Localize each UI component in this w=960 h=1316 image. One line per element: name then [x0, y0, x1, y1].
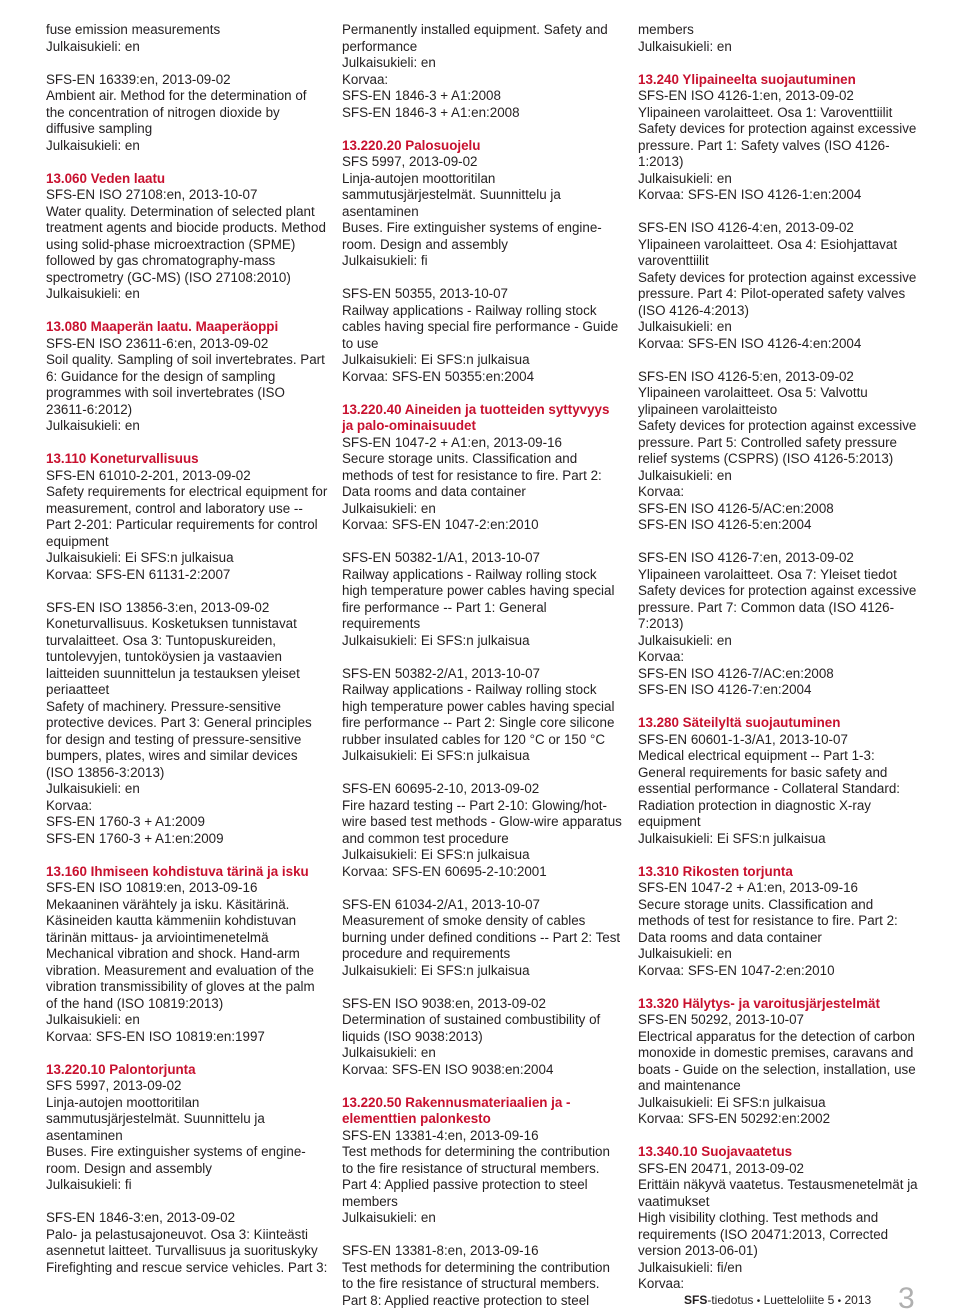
entry-line: Korvaa: SFS-EN 1047-2:en:2010	[638, 962, 835, 978]
entry-line: Mechanical vibration and shock. Hand-arm vibration. Measurement and evaluation of the vibration transmissibility of gloves at the palm of the hand (ISO 10819:2013)	[46, 946, 315, 1011]
entry-line: Julkaisukieli: Ei SFS:n julkaisua	[638, 830, 826, 846]
entry-line: SFS-EN ISO 23611-6:en, 2013-09-02	[46, 335, 269, 351]
entry-line: SFS-EN 20471, 2013-09-02	[638, 1160, 804, 1176]
entry-line: Julkaisukieli: fi	[46, 1177, 132, 1192]
entry-line: SFS-EN ISO 9038:en, 2013-09-02	[342, 995, 546, 1011]
entry-line: Safety of machinery. Pressure-sensitive protective devices. Part 3: General principles for design and testing of pressure-sensitive bumpers, plates, wires and similar devices (ISO 13856-3:2013)	[46, 698, 312, 780]
entry-line: Linja-autojen moottoritilan sammutusjärjestelmät. Suunnittelu ja asentaminen	[342, 170, 561, 219]
entry-line: Julkaisukieli: en	[46, 38, 140, 54]
footer-year: 2013	[844, 1293, 872, 1307]
entry-line: Test methods for determining the contribution to the fire resistance of structural members. Part 8: Applied reactive protection to steel	[342, 1259, 610, 1308]
spacer	[46, 435, 328, 452]
entry-line: SFS-EN ISO 4126-1:en, 2013-09-02	[638, 88, 854, 103]
spacer	[638, 847, 920, 864]
entry-line: Koneturvallisuus. Kosketuksen tunnistavat turvalaitteet. Osa 3: Tuntopuskureiden, tuntolevyjen, tuntoköysien ja vastaavien laitteiden suunnittelun ja testauksen yleiset periaatteet	[46, 616, 300, 697]
section-heading: 13.240 Ylipaineelta suojautuminen	[638, 71, 856, 87]
entry-line: SFS-EN 16339:en, 2013-09-02	[46, 71, 231, 87]
entry-line: Julkaisukieli: Ei SFS:n julkaisua	[638, 1094, 826, 1110]
spacer	[342, 1078, 624, 1095]
entry-line: Soil quality. Sampling of soil invertebrates. Part 6: Guidance for the design of sampling programmes with soil invertebrates (ISO 23611-6:2012)	[46, 352, 325, 417]
spacer	[342, 765, 624, 782]
entry-line: SFS-EN 50382-2/A1, 2013-10-07	[342, 665, 541, 681]
entry-line: SFS-EN 1846-3 + A1:en:2008	[342, 104, 520, 120]
entry-line: SFS-EN 1047-2 + A1:en, 2013-09-16	[342, 434, 562, 450]
entry-line: Julkaisukieli: en	[638, 38, 732, 54]
entry-line: SFS-EN 13381-4:en, 2013-09-16	[342, 1127, 539, 1143]
footer-brand-suffix: -tiedotus	[707, 1293, 754, 1307]
entry-line: Julkaisukieli: en	[342, 500, 436, 516]
entry-line: Julkaisukieli: Ei SFS:n julkaisua	[342, 748, 530, 763]
entry-line: Buses. Fire extinguisher systems of engine-room. Design and assembly	[342, 220, 602, 252]
entry-line: SFS-EN 13381-8:en, 2013-09-16	[342, 1243, 539, 1258]
entry-line: SFS-EN ISO 13856-3:en, 2013-09-02	[46, 599, 270, 615]
entry-line: Korvaa:	[342, 71, 389, 87]
section-heading: 13.280 Säteilyltä suojautuminen	[638, 715, 841, 730]
entry-line: Julkaisukieli: en	[46, 286, 140, 301]
entry-line: SFS-EN ISO 4126-7/AC:en:2008	[638, 665, 834, 681]
entry-line: Julkaisukieli: en	[638, 632, 732, 648]
entry-line: Julkaisukieli: Ei SFS:n julkaisua	[342, 632, 530, 648]
entry-line: Linja-autojen moottoritilan sammutusjärjestelmät. Suunnittelu ja asentaminen	[46, 1094, 265, 1143]
entry-line: Fire hazard testing -- Part 2-10: Glowing/hot-wire based test methods - Glow-wire apparatus and common test procedure	[342, 797, 622, 846]
entry-line: Railway applications - Railway rolling stock cables having special fire performance - Guide to use	[342, 302, 619, 351]
spacer	[46, 1194, 328, 1211]
section-heading: 13.110 Koneturvallisuus	[46, 451, 199, 466]
entry-line: SFS-EN ISO 4126-4:en, 2013-09-02	[638, 220, 854, 235]
entry-line: Erittäin näkyvä vaatetus. Testausmenetelmät ja vaatimukset	[638, 1177, 918, 1209]
entry-line: SFS-EN ISO 10819:en, 2013-09-16	[46, 880, 258, 895]
entry-line: Julkaisukieli: en	[638, 170, 732, 186]
spacer	[46, 303, 328, 320]
spacer	[638, 204, 920, 221]
entry-line: Julkaisukieli: fi	[342, 253, 428, 268]
entry-line: SFS 5997, 2013-09-02	[342, 154, 478, 169]
spacer	[638, 352, 920, 369]
entry-line: Ylipaineen varolaitteet. Osa 4: Esiohjattavat varoventtiilit	[638, 236, 898, 268]
spacer	[342, 880, 624, 897]
spacer	[46, 55, 328, 72]
entry-line: Ambient air. Method for the determination of the concentration of nitrogen dioxide by diffusive sampling	[46, 88, 307, 136]
entry-line: Korvaa: SFS-EN ISO 10819:en:1997	[46, 1028, 265, 1044]
spacer	[342, 385, 624, 402]
section-heading: 13.220.20 Palosuojelu	[342, 137, 481, 153]
entry-line: SFS-EN 1846-3:en, 2013-09-02	[46, 1210, 236, 1225]
entry-line: Ylipaineen varolaitteet. Osa 1: Varoventtiilit	[638, 104, 893, 120]
entry-line: Medical electrical equipment -- Part 1-3: General requirements for basic safety and essential performance - Collateral Standard: Radiation protection in diagnostic X-ray equipment	[638, 748, 900, 829]
entry-line: Electrical apparatus for the detection of carbon monoxide in domestic premises, caravans and boats - Guide on the selection, installation, use and maintenance	[638, 1028, 916, 1093]
footer-separator: •	[756, 1296, 761, 1307]
entry-line: SFS-EN ISO 4126-7:en, 2013-09-02	[638, 550, 854, 565]
entry-line: Safety devices for protection against excessive pressure. Part 7: Common data (ISO 4126-7:2013)	[638, 583, 917, 631]
section-heading: 13.220.10 Palontorjunta	[46, 1061, 196, 1077]
entry-line: Julkaisukieli: en	[342, 55, 436, 70]
entry-line: Secure storage units. Classification and methods of test for resistance to fire. Part 2: Data rooms and data container	[638, 896, 898, 945]
entry-line: Julkaisukieli: Ei SFS:n julkaisua	[46, 550, 234, 565]
footer-brand: SFS	[684, 1293, 708, 1307]
entry-line: SFS-EN 50355, 2013-10-07	[342, 286, 508, 301]
spacer	[46, 847, 328, 864]
entry-line: Korvaa: SFS-EN 50355:en:2004	[342, 368, 535, 384]
entry-line: Ylipaineen varolaitteet. Osa 5: Valvottu ylipaineen varolaitteisto	[638, 385, 868, 417]
entry-line: members	[638, 22, 694, 37]
entry-line: Korvaa: SFS-EN ISO 9038:en:2004	[342, 1061, 554, 1077]
entry-line: SFS-EN 61034-2/A1, 2013-10-07	[342, 896, 541, 912]
entry-line: Measurement of smoke density of cables burning under defined conditions -- Part 2: Test procedure and requirements	[342, 913, 621, 961]
section-heading: 13.320 Hälytys- ja varoitusjärjestelmät	[638, 995, 880, 1011]
entry-line: Korvaa: SFS-EN 1047-2:en:2010	[342, 517, 539, 532]
entry-line: fuse emission measurements	[46, 22, 221, 37]
entry-line: SFS-EN ISO 4126-5:en:2004	[638, 517, 812, 532]
footer	[684, 1293, 871, 1307]
spacer	[46, 1045, 328, 1062]
column-2	[342, 22, 624, 1309]
entry-line: SFS-EN 1760-3 + A1:en:2009	[46, 830, 224, 846]
entry-line: SFS-EN ISO 4126-7:en:2004	[638, 682, 812, 697]
entry-line: Ylipaineen varolaitteet. Osa 7: Yleiset tiedot	[638, 566, 897, 582]
spacer	[638, 1128, 920, 1145]
spacer	[46, 154, 328, 171]
section-heading: 13.310 Rikosten torjunta	[638, 863, 793, 879]
spacer	[342, 270, 624, 287]
entry-line: Julkaisukieli: fi/en	[638, 1259, 743, 1275]
section-heading: 13.080 Maaperän laatu. Maaperäoppi	[46, 319, 279, 334]
entry-line: SFS-EN 60695-2-10, 2013-09-02	[342, 781, 540, 796]
entry-line: Korvaa: SFS-EN 50292:en:2002	[638, 1111, 831, 1126]
entry-line: Julkaisukieli: en	[46, 781, 140, 796]
entry-line: Korvaa:	[638, 649, 685, 664]
entry-line: Julkaisukieli: Ei SFS:n julkaisua	[342, 352, 530, 367]
spacer	[46, 583, 328, 600]
entry-line: Korvaa: SFS-EN 61131-2:2007	[46, 566, 231, 582]
entry-line: Test methods for determining the contribution to the fire resistance of structural members. Part 4: Applied passive protection to steel members	[342, 1144, 610, 1209]
entry-line: Julkaisukieli: en	[46, 137, 140, 153]
entry-line: SFS-EN ISO 27108:en, 2013-10-07	[46, 187, 258, 202]
entry-line: SFS 5997, 2013-09-02	[46, 1078, 182, 1093]
entry-line: Korvaa: SFS-EN ISO 4126-1:en:2004	[638, 187, 862, 202]
entry-line: SFS-EN 50382-1/A1, 2013-10-07	[342, 550, 541, 565]
entry-line: Julkaisukieli: en	[638, 946, 732, 961]
entry-line: Mekaaninen värähtely ja isku. Käsitärinä. Käsineiden kautta kämmeniin kohdistuvan tärinän mittaus- ja arviointimenetelmä	[46, 896, 297, 945]
footer-title: Luetteloliite 5	[763, 1293, 835, 1307]
entry-line: Korvaa:	[638, 484, 685, 499]
entry-line: Korvaa: SFS-EN 60695-2-10:2001	[342, 863, 547, 879]
entry-line: SFS-EN 1760-3 + A1:2009	[46, 814, 205, 829]
section-heading: 13.160 Ihmiseen kohdistuva tärinä ja isku	[46, 863, 309, 879]
entry-line: Water quality. Determination of selected plant treatment agents and biocide products. Method using solid-phase microextraction (SPME) followed by gas chromatography-mass spectrometry (GC-MS) (ISO 27108:2010)	[46, 203, 326, 285]
entry-line: Safety devices for protection against excessive pressure. Part 1: Safety valves (ISO 4126-1:2013)	[638, 121, 917, 169]
column-3	[638, 22, 920, 1293]
footer-separator: •	[837, 1296, 842, 1307]
entry-line: Palo- ja pelastusajoneuvot. Osa 3: Kiinteästi asennetut laitteet. Turvallisuus ja suorituskyky	[46, 1226, 318, 1258]
spacer	[638, 979, 920, 996]
entry-line: SFS-EN 50292, 2013-10-07	[638, 1012, 804, 1027]
entry-line: High visibility clothing. Test methods and requirements (ISO 20471:2013, Corrected version 2013-06-01)	[638, 1210, 889, 1258]
entry-line: Korvaa:	[46, 797, 93, 813]
entry-line: SFS-EN 1846-3 + A1:2008	[342, 88, 501, 103]
entry-line: Safety devices for protection against excessive pressure. Part 4: Pilot-operated safety valves (ISO 4126-4:2013)	[638, 269, 917, 318]
entry-line: SFS-EN 61010-2-201, 2013-09-02	[46, 467, 251, 483]
spacer	[342, 121, 624, 138]
section-heading: 13.340.10 Suojavaatetus	[638, 1144, 793, 1159]
entry-line: Korvaa:	[638, 1276, 685, 1291]
entry-line: Railway applications - Railway rolling stock high temperature power cables having special fire performance -- Part 2: Single core silicone rubber insulated cables for 120 °C or 150 °C	[342, 682, 615, 747]
entry-line: Julkaisukieli: en	[638, 319, 732, 334]
entry-line: Secure storage units. Classification and methods of test for resistance to fire. Part 2: Data rooms and data container	[342, 451, 602, 499]
entry-line: Determination of sustained combustibility of liquids (ISO 9038:2013)	[342, 1012, 601, 1044]
entry-line: SFS-EN ISO 4126-5/AC:en:2008	[638, 500, 834, 516]
entry-line: Firefighting and rescue service vehicles. Part 3:	[46, 1259, 328, 1275]
section-heading: 13.060 Veden laatu	[46, 170, 166, 186]
entry-line: Julkaisukieli: en	[638, 467, 732, 483]
entry-line: SFS-EN 60601-1-3/A1, 2013-10-07	[638, 731, 848, 747]
entry-line: Julkaisukieli: en	[46, 418, 140, 433]
spacer	[342, 649, 624, 666]
section-heading: 13.220.40 Aineiden ja tuotteiden syttyvyys ja palo-ominaisuudet	[342, 401, 610, 433]
spacer	[342, 1227, 624, 1244]
spacer	[638, 699, 920, 716]
entry-line: Julkaisukieli: en	[342, 1210, 436, 1225]
spacer	[638, 55, 920, 72]
page-number: 3	[898, 1282, 915, 1315]
spacer	[342, 534, 624, 551]
entry-line: Julkaisukieli: Ei SFS:n julkaisua	[342, 847, 530, 862]
entry-line: Permanently installed equipment. Safety and performance	[342, 22, 608, 54]
entry-line: SFS-EN 1047-2 + A1:en, 2013-09-16	[638, 880, 858, 895]
column-1	[46, 22, 328, 1276]
entry-line: Korvaa: SFS-EN ISO 4126-4:en:2004	[638, 335, 862, 351]
entry-line: SFS-EN ISO 4126-5:en, 2013-09-02	[638, 368, 854, 384]
section-heading: 13.220.50 Rakennusmateriaalien ja -elementtien palonkesto	[342, 1094, 571, 1126]
entry-line: Railway applications - Railway rolling stock high temperature power cables having special fire performance -- Part 1: General requirements	[342, 566, 615, 631]
entry-line: Safety devices for protection against excessive pressure. Part 5: Controlled safety pressure relief systems (CSPRS) (ISO 4126-5:2013)	[638, 418, 917, 466]
entry-line: Buses. Fire extinguisher systems of engine-room. Design and assembly	[46, 1144, 306, 1176]
entry-line: Julkaisukieli: en	[46, 1012, 140, 1027]
entry-line: Safety requirements for electrical equipment for measurement, control and laboratory use -- Part 2-201: Particular requirements for control equipment	[46, 484, 328, 549]
entry-line: Julkaisukieli: Ei SFS:n julkaisua	[342, 962, 530, 978]
entry-line: Julkaisukieli: en	[342, 1045, 436, 1060]
spacer	[638, 534, 920, 551]
spacer	[342, 979, 624, 996]
